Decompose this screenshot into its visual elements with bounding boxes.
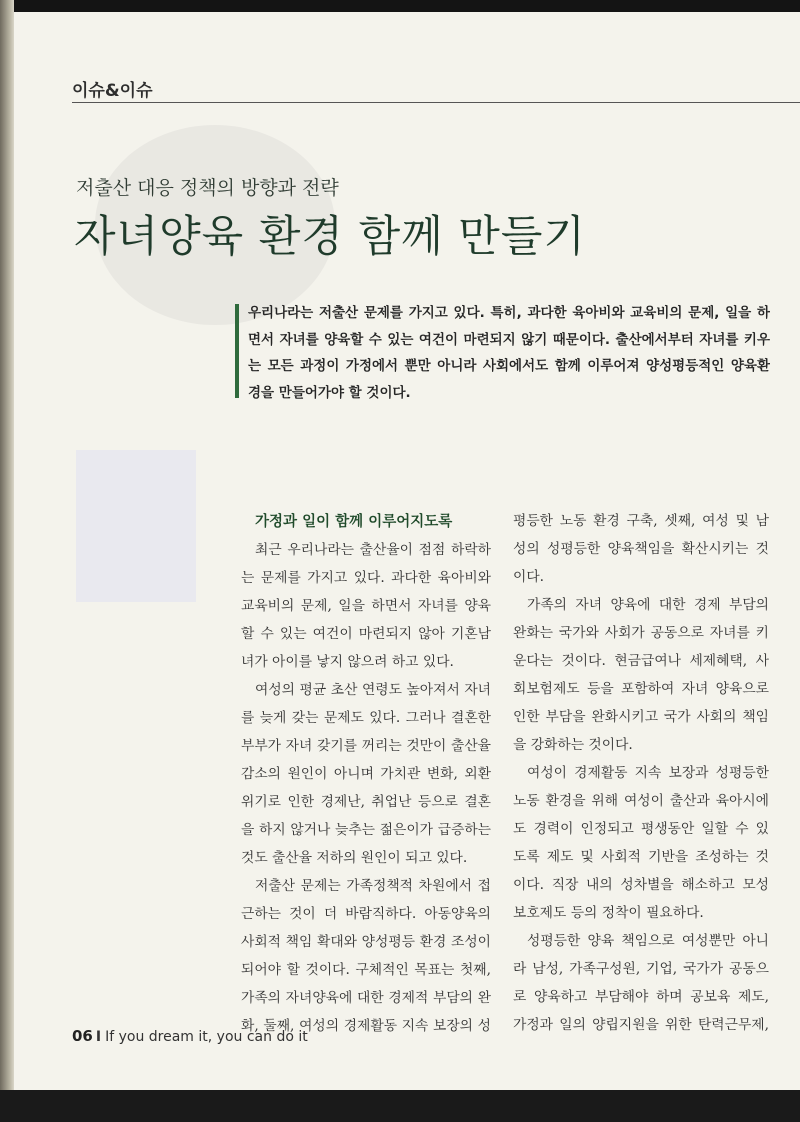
paragraph xyxy=(241,872,491,1040)
section-label: 이슈&이슈 xyxy=(72,81,153,101)
text-line: 교육비의 문제, 일을 하면서 자녀를 양육 xyxy=(241,598,491,614)
text-line: 녀가 아이를 낳지 않으려 하고 있다. xyxy=(241,654,454,670)
footer-slogan: If you dream it, you can do it xyxy=(105,1029,308,1045)
text-line: 이다. 직장 내의 성차별을 해소하고 모성 xyxy=(513,877,769,893)
text-line: 사회적 책임 확대와 양성평등 환경 조성이 xyxy=(241,934,491,950)
text-line: 것도 출산율 저하의 원인이 되고 있다. xyxy=(241,850,468,866)
text-line: 로 양육하고 부담해야 하며 공보육 제도, xyxy=(513,989,769,1005)
text-line: 을 강화하는 것이다. xyxy=(513,737,633,753)
page-number: 06 xyxy=(72,1027,93,1045)
paragraph xyxy=(513,507,769,591)
text-line: 부부가 자녀 갖기를 꺼리는 것만이 출산율 xyxy=(241,738,491,754)
scan-bottom-edge xyxy=(0,1090,800,1122)
article-subtitle: 저출산 대응 정책의 방향과 전략 xyxy=(76,177,339,199)
text-line: 되어야 할 것이다. 구체적인 목표는 첫째, xyxy=(241,962,491,978)
header-divider xyxy=(72,102,800,103)
text-line: 성평등한 양육 책임으로 여성뿐만 아니 xyxy=(527,933,769,949)
text-line: 여성의 평균 초산 연령도 높아져서 자녀 xyxy=(255,682,491,698)
text-line: 노동 환경을 위해 여성이 출산과 육아시에 xyxy=(513,793,769,809)
body-column-2 xyxy=(513,507,769,1039)
paragraph xyxy=(513,591,769,759)
text-line: 화, 둘째, 여성의 경제활동 지속 보장의 성 xyxy=(241,1018,491,1034)
text-line: 라 남성, 가족구성원, 기업, 국가가 공동으 xyxy=(513,961,769,977)
text-line: 근하는 것이 더 바람직하다. 아동양육의 xyxy=(241,906,491,922)
text-line: 도 경력이 인정되고 평생동안 일할 수 있 xyxy=(513,821,769,837)
author-photo-showthrough xyxy=(76,450,196,602)
text-line: 인한 부담을 완화시키고 국가 사회의 책임 xyxy=(513,709,769,725)
text-line: 이다. xyxy=(513,569,545,585)
paragraph xyxy=(513,927,769,1039)
text-line: 는 문제를 가지고 있다. 과다한 육아비와 xyxy=(241,570,491,586)
paragraph xyxy=(241,676,491,872)
text-line: 를 늦게 갖는 문제도 있다. 그러나 결혼한 xyxy=(241,710,491,726)
text-line: 감소의 원인이 아니며 가치관 변화, 외환 xyxy=(241,766,491,782)
text-line: 보호제도 등의 정착이 필요하다. xyxy=(513,905,704,921)
paragraph xyxy=(241,536,491,676)
paragraph xyxy=(513,759,769,927)
text-line: 도록 제도 및 사회적 기반을 조성하는 것 xyxy=(513,849,769,865)
summary-accent-bar xyxy=(235,304,239,398)
summary-line: 경을 만들어가야 할 것이다. xyxy=(248,385,411,402)
page-binding-edge xyxy=(0,0,14,1122)
text-line: 회보험제도 등을 포함하여 자녀 양육으로 xyxy=(513,681,769,697)
summary-line: 우리나라는 저출산 문제를 가지고 있다. 특히, 과다한 육아비와 교육비의 문제, 일을 하 xyxy=(248,305,770,321)
summary-line: 는 모든 과정이 가정에서 뿐만 아니라 사회에서도 함께 이루어져 양성평등적인 양육환 xyxy=(248,358,770,375)
text-line: 최근 우리나라는 출산율이 점점 하락하 xyxy=(255,542,491,558)
page-footer xyxy=(72,1027,308,1045)
text-line: 완화는 국가와 사회가 공동으로 자녀를 키 xyxy=(513,625,769,641)
text-line: 을 하지 않거나 늦추는 젊은이가 급증하는 xyxy=(241,822,491,838)
text-line: 여성이 경제활동 지속 보장과 성평등한 xyxy=(527,765,769,781)
text-line: 운다는 것이다. 현금급여나 세제혜택, 사 xyxy=(513,653,769,669)
footer-separator: I xyxy=(95,1029,102,1045)
article-summary xyxy=(248,300,770,407)
text-line: 가족의 자녀양육에 대한 경제적 부담의 완 xyxy=(241,990,491,1006)
text-line: 가족의 자녀 양육에 대한 경제 부담의 xyxy=(527,597,769,613)
article-title: 자녀양육 환경 함께 만들기 xyxy=(74,212,586,262)
text-line: 위기로 인한 경제난, 취업난 등으로 결혼 xyxy=(241,794,491,810)
scan-top-edge xyxy=(0,0,800,12)
section-heading: 가정과 일이 함께 이루어지도록 xyxy=(255,514,453,530)
text-line: 할 수 있는 여건이 마련되지 않아 기혼남 xyxy=(241,626,491,642)
text-line: 평등한 노동 환경 구축, 셋째, 여성 및 남 xyxy=(513,513,769,529)
text-line: 가정과 일의 양립지원을 위한 탄력근무제, xyxy=(513,1017,769,1033)
text-line: 성의 성평등한 양육책임을 확산시키는 것 xyxy=(513,541,769,557)
summary-line: 면서 자녀를 양육할 수 있는 여건이 마련되지 않기 때문이다. 출산에서부터 자녀를 키우 xyxy=(248,331,770,348)
text-line: 저출산 문제는 가족정책적 차원에서 접 xyxy=(255,878,491,894)
body-column-1 xyxy=(241,508,491,1040)
